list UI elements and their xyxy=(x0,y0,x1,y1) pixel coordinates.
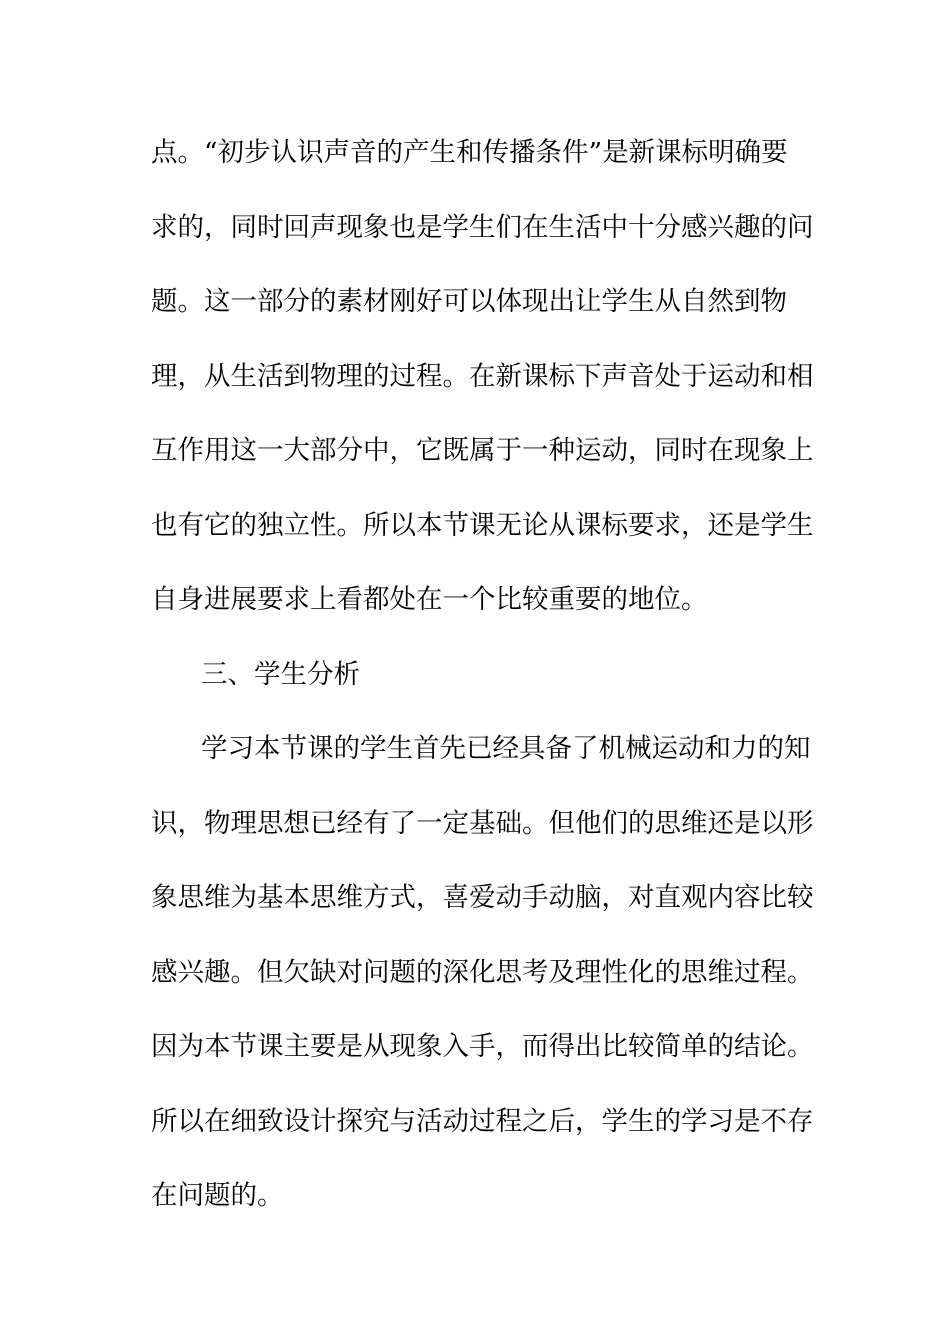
text-line: 因为本节课主要是从现象入手，而得出比较简单的结论。 xyxy=(151,1031,814,1062)
paragraph-start: 学习本节课的学生首先已经具备了机械运动和力的知 xyxy=(201,733,811,764)
text-line: 求的，同时回声现象也是学生们在生活中十分感兴趣的问 xyxy=(151,212,814,243)
text-line: 理，从生活到物理的过程。在新课标下声音处于运动和相 xyxy=(151,361,814,392)
text-line: 象思维为基本思维方式，喜爱动手动脑，对直观内容比较 xyxy=(151,882,814,913)
text-line: 也有它的独立性。所以本节课无论从课标要求，还是学生 xyxy=(151,510,814,541)
text-line: 点。“初步认识声音的产生和传播条件”是新课标明确要 xyxy=(151,137,788,168)
text-line: 感兴趣。但欠缺对问题的深化思考及理性化的思维过程。 xyxy=(151,957,814,988)
text-line: 所以在细致设计探究与活动过程之后，学生的学习是不存 xyxy=(151,1106,814,1137)
text-line: 识，物理思想已经有了一定基础。但他们的思维还是以形 xyxy=(151,808,814,839)
section-heading: 三、学生分析 xyxy=(201,659,360,690)
text-line: 自身进展要求上看都处在一个比较重要的地位。 xyxy=(151,584,708,615)
text-line: 在问题的。 xyxy=(151,1180,284,1211)
text-line: 互作用这一大部分中，它既属于一种运动，同时在现象上 xyxy=(151,435,814,466)
text-line: 题。这一部分的素材刚好可以体现出让学生从自然到物 xyxy=(151,286,787,317)
